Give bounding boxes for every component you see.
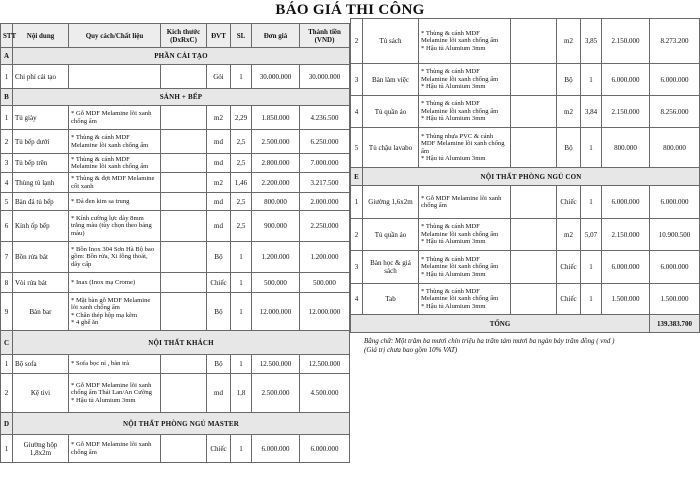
cell-name: Vòi rửa bát [13,273,69,293]
cell-price: 1.500.000 [602,284,650,315]
cell-spec: * Kính cường lực dày 8mm trắng màu (tùy chọn theo bảng màu) [69,211,161,242]
cell-unit: Bộ [557,128,581,168]
section-row-b [1,89,350,106]
cell-stt: 8 [1,273,13,293]
table-row [351,284,700,315]
cell-stt: 4 [351,284,363,315]
section-code: E [351,168,363,186]
cell-total: 6.000.000 [300,435,350,463]
cell-total: 3.217.500 [300,173,350,193]
cell-size [511,251,557,284]
cell-unit: m2 [207,106,231,130]
cell-price: 6.000.000 [252,435,300,463]
cell-qty: 1 [231,435,252,463]
section-code: B [1,89,13,106]
section-code: A [1,48,13,65]
cell-spec: * Bồn Inox 304 Sơn Hà Bộ bao gồm: Bồn rửa, Xi fông thoát, dây cấp [69,242,161,273]
cell-qty: 2,29 [231,106,252,130]
header-unit: ĐVT [207,24,231,48]
cell-spec [69,65,161,89]
table-row [1,242,350,273]
cell-unit: m2 [557,96,581,128]
total-label: TỔNG [351,315,650,333]
cell-size [161,374,207,413]
cell-total: 1.200.000 [300,242,350,273]
cell-unit: Gói [207,65,231,89]
cell-stt: 2 [1,130,13,154]
table-row [1,374,350,413]
cell-unit: Chiếc [557,284,581,315]
section-label: NỘI THẤT PHÒNG NGỦ MASTER [13,413,350,435]
cell-total: 500.000 [300,273,350,293]
quote-table-right [350,18,700,333]
cell-stt: 3 [351,251,363,284]
cell-price: 800.000 [602,128,650,168]
cell-total: 30.000.000 [300,65,350,89]
section-label: SẢNH + BẾP [13,89,350,106]
vat-note: (Giá trị chưa bao gồm 10% VAT) [364,346,458,354]
cell-size [161,435,207,463]
cell-size [161,211,207,242]
section-code: C [1,331,13,355]
cell-name: Tủ bếp trên [13,154,69,173]
cell-price: 1.850.000 [252,106,300,130]
cell-price: 2.800.000 [252,154,300,173]
table-row [1,355,350,374]
cell-name: Bàn học & giá sách [363,251,419,284]
cell-spec: * Thùng nhựa PVC & cánh MDF Melamine lõi xanh chống ẩm * Hậu tủ Alumium 3mm [419,128,511,168]
cell-size [511,219,557,251]
header-spec: Quy cách/Chất liệu [69,24,161,48]
cell-unit: Bộ [557,64,581,96]
cell-stt: 4 [351,96,363,128]
cell-spec: * Gỗ MDF Melamine lõi xanh chống ẩm Thái Lan/An Cường * Hậu tủ Alumium 3mm [69,374,161,413]
cell-name: Giường 1,6x2m [363,186,419,219]
cell-size [511,186,557,219]
cell-price: 2.200.000 [252,173,300,193]
cell-price: 800.000 [252,193,300,211]
cell-price: 6.000.000 [602,186,650,219]
cell-size [161,106,207,130]
section-row-d [1,413,350,435]
cell-name: Bộ sofa [13,355,69,374]
cell-size [511,19,557,64]
cell-size [161,242,207,273]
cell-price: 6.000.000 [602,251,650,284]
cell-spec: * Gỗ MDF Melamine lõi xanh chống ẩm [419,186,511,219]
section-row-e [351,168,700,186]
cell-total: 2.250.000 [300,211,350,242]
cell-name: Tủ sách [363,19,419,64]
cell-price: 1.200.000 [252,242,300,273]
cell-qty: 1,46 [231,173,252,193]
header-total: Thành tiền (VND) [300,24,350,48]
cell-qty: 2,5 [231,211,252,242]
cell-qty: 5,07 [581,219,602,251]
cell-qty: 1 [231,242,252,273]
cell-total: 800.000 [650,128,700,168]
table-row [351,64,700,96]
cell-qty: 3,84 [581,96,602,128]
table-row [1,211,350,242]
table-row [351,251,700,284]
cell-total: 12.000.000 [300,293,350,331]
cell-total: 12.500.000 [300,355,350,374]
cell-name: Kệ tivi [13,374,69,413]
cell-stt: 3 [351,64,363,96]
table-row [1,293,350,331]
cell-name: Bàn đá tủ bếp [13,193,69,211]
table-row [1,273,350,293]
cell-spec: * Thùng & cánh MDF Melamine lõi xanh chống ẩm [69,154,161,173]
cell-total: 6.000.000 [650,251,700,284]
cell-stt: 9 [1,293,13,331]
cell-spec: * Mặt bàn gỗ MDF Melamine lõi xanh chống ẩm * Chân thép hộp mạ kẽm * 4 ghế ăn [69,293,161,331]
cell-name: Tủ quần áo [363,96,419,128]
cell-total: 4.236.500 [300,106,350,130]
cell-qty: 2,5 [231,130,252,154]
table-row [1,130,350,154]
cell-qty: 1,8 [231,374,252,413]
cell-total: 10.900.500 [650,219,700,251]
cell-total: 4.500.000 [300,374,350,413]
cell-size [511,284,557,315]
cell-unit: Chiếc [557,251,581,284]
cell-unit: Bộ [207,355,231,374]
cell-name: Kính ốp bếp [13,211,69,242]
cell-size [511,64,557,96]
cell-qty: 1 [231,355,252,374]
cell-name: Tủ quần áo [363,219,419,251]
cell-stt: 5 [1,193,13,211]
header-qty: SL [231,24,252,48]
table-row [351,19,700,64]
cell-name: Bồn rửa bát [13,242,69,273]
cell-spec: * Sofa bọc nỉ , bàn trà [69,355,161,374]
cell-stt: 2 [351,219,363,251]
cell-spec: * Inax (Inox mạ Crome) [69,273,161,293]
table-row [351,96,700,128]
cell-size [161,154,207,173]
header-stt: STT [1,24,13,48]
cell-stt: 6 [1,211,13,242]
table-row [1,106,350,130]
cell-qty: 3,85 [581,19,602,64]
cell-name: Tab [363,284,419,315]
cell-unit: md [207,374,231,413]
cell-size [161,130,207,154]
cell-name: Thùng tủ lạnh [13,173,69,193]
cell-unit: Chiếc [207,435,231,463]
cell-size [161,65,207,89]
cell-qty: 1 [231,293,252,331]
cell-unit: m2 [557,219,581,251]
cell-size [511,128,557,168]
cell-qty: 1 [581,186,602,219]
cell-stt: 3 [1,154,13,173]
cell-spec: * Thùng & cánh MDF Melamine lõi xanh chống ẩm * Hậu tủ Alumium 3mm [419,64,511,96]
cell-price: 2.150.000 [602,96,650,128]
section-label: NỘI THẤT PHÒNG NGỦ CON [363,168,700,186]
cell-stt: 4 [1,173,13,193]
cell-spec: * Thùng & cánh MDF Melamine lõi xanh chống ẩm [69,130,161,154]
cell-total: 6.000.000 [650,64,700,96]
cell-price: 2.150.000 [602,219,650,251]
cell-name: Bàn làm việc [363,64,419,96]
cell-qty: 1 [581,128,602,168]
table-row [351,128,700,168]
cell-spec: * Thùng & cánh MDF Melamine lõi xanh chống ẩm * Hậu tủ Alumium 3mm [419,284,511,315]
cell-size [161,273,207,293]
notes-block [364,337,698,355]
cell-unit: Chiếc [557,186,581,219]
cell-price: 6.000.000 [602,64,650,96]
cell-unit: m2 [557,19,581,64]
cell-stt: 1 [1,106,13,130]
cell-stt: 1 [1,65,13,89]
section-label: PHẦN CẢI TẠO [13,48,350,65]
cell-name: Bàn bar [13,293,69,331]
cell-qty: 2,5 [231,154,252,173]
cell-stt: 7 [1,242,13,273]
cell-spec: * Đá đen kim sa trung [69,193,161,211]
header-price: Đơn giá [252,24,300,48]
cell-price: 2.150.000 [602,19,650,64]
header-row [1,24,350,48]
cell-qty: 1 [581,64,602,96]
cell-stt: 2 [351,19,363,64]
cell-stt: 1 [1,435,13,463]
cell-spec: * Thùng & đợt MDF Melamine cốt xanh [69,173,161,193]
cell-total: 2.000.000 [300,193,350,211]
table-row [1,193,350,211]
cell-size [161,193,207,211]
section-code: D [1,413,13,435]
cell-total: 6.250.000 [300,130,350,154]
cell-qty: 1 [581,284,602,315]
section-row-a [1,48,350,65]
total-value: 139.383.700 [650,315,700,333]
cell-size [161,173,207,193]
cell-size [161,293,207,331]
cell-spec: * Thùng & cánh MDF Melamine lõi xanh chống ẩm * Hậu tủ Alumium 3mm [419,96,511,128]
table-row [351,219,700,251]
cell-name: Tủ chậu lavabo [363,128,419,168]
cell-unit: Bộ [207,293,231,331]
cell-unit: md [207,154,231,173]
cell-name: Tủ giày [13,106,69,130]
cell-stt: 1 [351,186,363,219]
cell-total: 8.273.200 [650,19,700,64]
cell-total: 8.256.000 [650,96,700,128]
cell-spec: * Gỗ MDF Melamine lõi xanh chống ẩm [69,435,161,463]
cell-qty: 1 [231,273,252,293]
cell-qty: 2,5 [231,193,252,211]
cell-name: Tủ bếp dưới [13,130,69,154]
cell-unit: md [207,211,231,242]
cell-total: 6.000.000 [650,186,700,219]
cell-total: 1.500.000 [650,284,700,315]
table-row [1,435,350,463]
cell-spec: * Thùng & cánh MDF Melamine lõi xanh chống ẩm * Hậu tủ Alumium 3mm [419,251,511,284]
cell-size [161,355,207,374]
amount-in-words: Bằng chữ: Một trăm ba mươi chín triệu ba trăm tám mươi ba ngàn bảy trăm đồng ( vnd ) [364,337,615,345]
cell-price: 2.500.000 [252,130,300,154]
cell-spec: * Thùng & cánh MDF Melamine lõi xanh chống ẩm * Hậu tủ Alumium 3mm [419,19,511,64]
cell-name: Chi phí cải tạo [13,65,69,89]
cell-stt: 1 [1,355,13,374]
cell-price: 12.000.000 [252,293,300,331]
total-row [351,315,700,333]
cell-name: Giường hộp 1,8x2m [13,435,69,463]
cell-size [511,96,557,128]
cell-qty: 1 [581,251,602,284]
cell-price: 30.000.000 [252,65,300,89]
quote-table-left [0,23,350,463]
cell-price: 900.000 [252,211,300,242]
table-row [1,154,350,173]
cell-price: 12.500.000 [252,355,300,374]
cell-unit: md [207,130,231,154]
cell-qty: 1 [231,65,252,89]
table-row [1,173,350,193]
cell-price: 500.000 [252,273,300,293]
cell-total: 7.000.000 [300,154,350,173]
cell-unit: Chiếc [207,273,231,293]
header-name: Nội dung [13,24,69,48]
cell-spec: * Gỗ MDF Melamine lõi xanh chống ẩm [69,106,161,130]
table-row [1,65,350,89]
header-size: Kích thước (DxRxC) [161,24,207,48]
cell-stt: 5 [351,128,363,168]
section-row-c [1,331,350,355]
cell-spec: * Thùng & cánh MDF Melamine lõi xanh chống ẩm * Hậu tủ Alumium 3mm [419,219,511,251]
page-title: BÁO GIÁ THI CÔNG [275,2,425,18]
cell-price: 2.500.000 [252,374,300,413]
cell-unit: Bộ [207,242,231,273]
cell-stt: 2 [1,374,13,413]
section-label: NỘI THẤT KHÁCH [13,331,350,355]
cell-unit: md [207,193,231,211]
table-row [351,186,700,219]
cell-unit: m2 [207,173,231,193]
